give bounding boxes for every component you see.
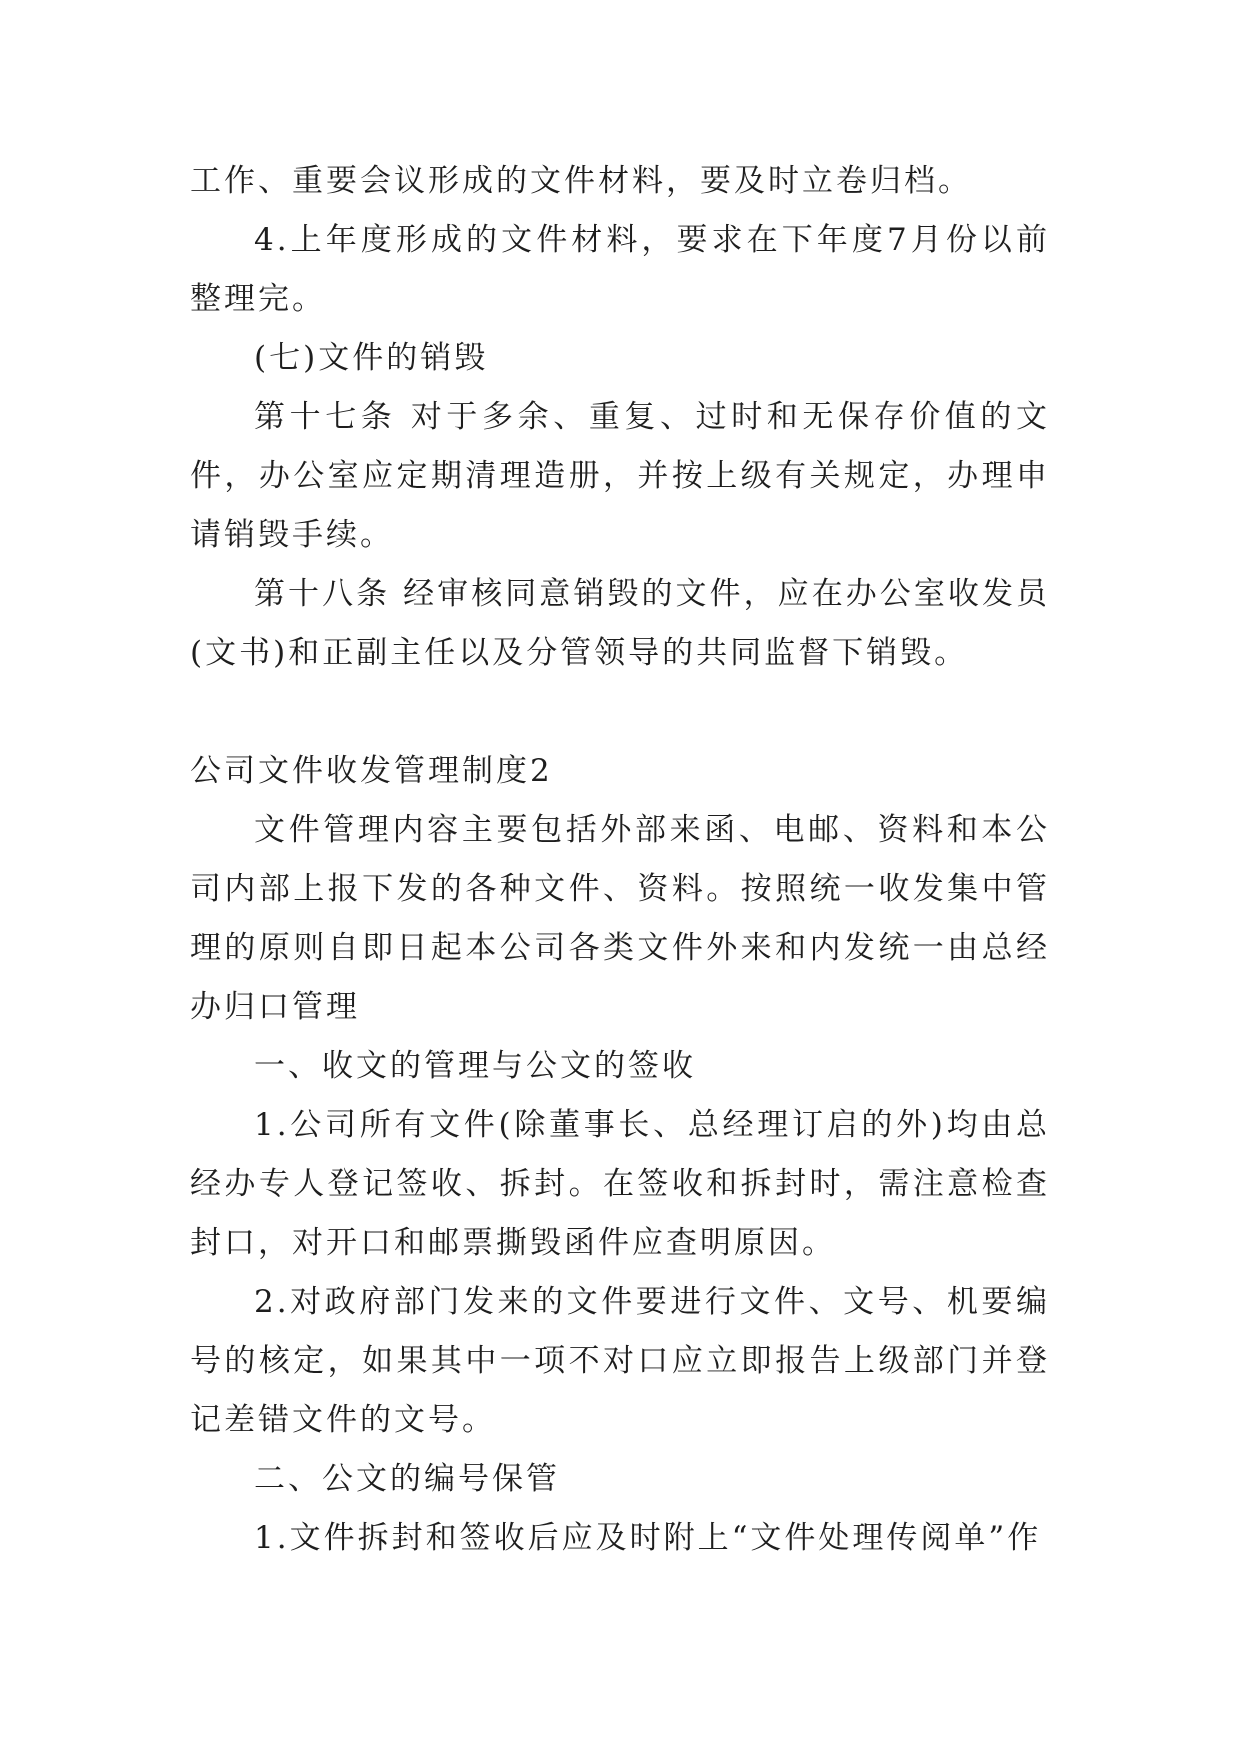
paragraph: 1.文件拆封和签收后应及时附上“文件处理传阅单”作 (254, 1520, 1042, 1556)
document-title: 公司文件收发管理制度2 (190, 753, 553, 789)
document-body (190, 152, 1050, 1568)
blank-line (190, 683, 1050, 742)
paragraph-article-18: 第十八条 经审核同意销毁的文件，应在办公室收发员(文书)和正副主任以及分管领导的共同监督下销毁。 (190, 576, 1050, 671)
paragraph: 工作、重要会议形成的文件材料，要及时立卷归档。 (190, 163, 972, 199)
section-heading: 一、收文的管理与公文的签收 (254, 1048, 696, 1084)
paragraph: 2.对政府部门发来的文件要进行文件、文号、机要编号的核定，如果其中一项不对口应立即报告上级部门并登记差错文件的文号。 (190, 1284, 1050, 1438)
paragraph: 1.公司所有文件(除董事长、总经理订启的外)均由总经办专人登记签收、拆封。在签收和拆封时，需注意检查封口，对开口和邮票撕毁函件应查明原因。 (190, 1107, 1050, 1261)
paragraph-article-17: 第十七条 对于多余、重复、过时和无保存价值的文件，办公室应定期清理造册，并按上级有关规定，办理申请销毁手续。 (190, 399, 1050, 553)
section-heading: 二、公文的编号保管 (254, 1461, 560, 1497)
paragraph: 文件管理内容主要包括外部来函、电邮、资料和本公司内部上报下发的各种文件、资料。按照统一收发集中管理的原则自即日起本公司各类文件外来和内发统一由总经办归口管理 (190, 812, 1050, 1025)
section-heading: (七)文件的销毁 (254, 340, 489, 376)
paragraph: 4.上年度形成的文件材料，要求在下年度7月份以前整理完。 (190, 222, 1050, 317)
